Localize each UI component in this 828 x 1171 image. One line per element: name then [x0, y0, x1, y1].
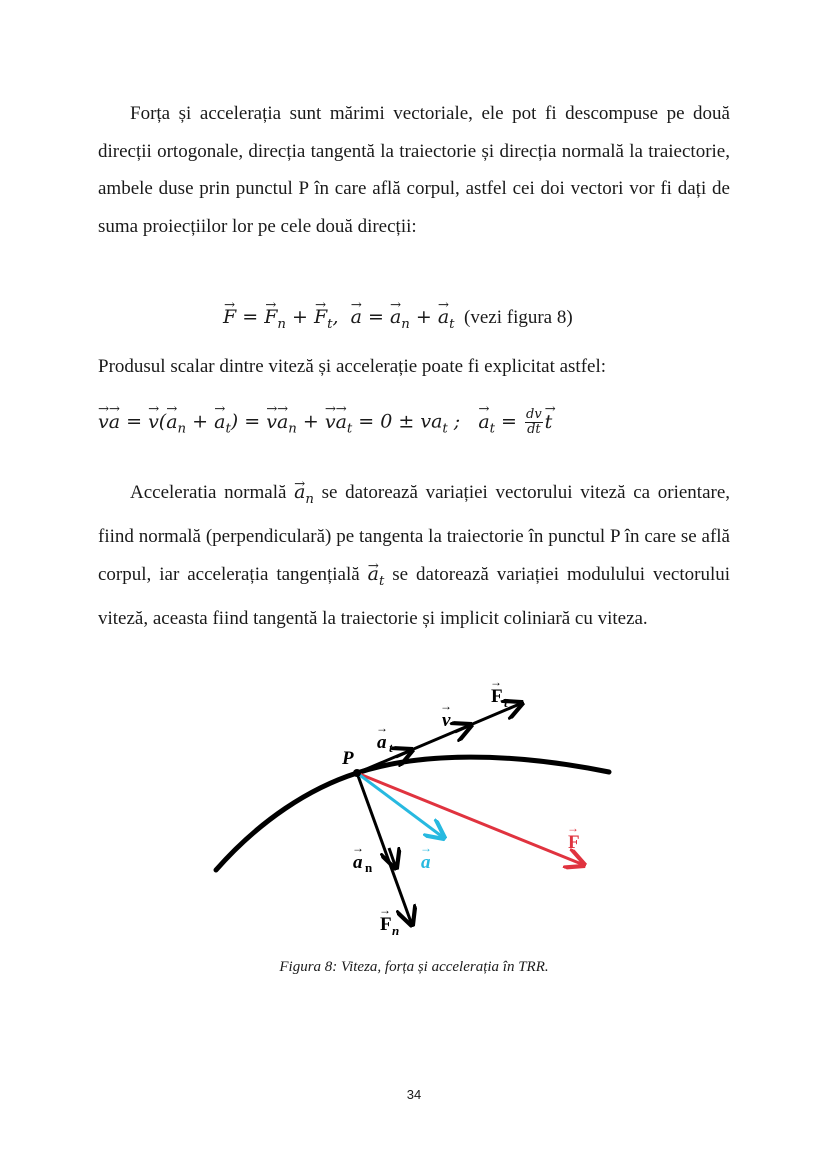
tangential-acceleration-arrow — [396, 750, 412, 757]
velocity-arrow — [455, 725, 471, 732]
arrow-over-a-n: → — [352, 841, 364, 855]
equation-figure-reference: (vezi figura 8) — [464, 307, 573, 328]
arrow-over-a-t: → — [376, 721, 388, 735]
figure-velocity-force-acceleration — [200, 670, 630, 950]
equation-decomposition: → F = → $F_n$ + → $F_t$, → a = → $a_n$ + → $a_t$ (vezi figura 8) — [223, 306, 573, 332]
arrow-over-a: → — [420, 841, 432, 855]
equation-scalar-product: → v→ a = → $v(\to a_n$ + → $a_t$) = → $v\to a_n$ + → $v\to a_t = 0 \pm va_t$ ; → $a_t$ = $\frac{dv}{dt}$ → t — [98, 408, 552, 437]
symbol-a-t: → $a_t$ — [368, 563, 385, 585]
label-a-t-subscript: t — [389, 740, 393, 755]
label-v: v — [442, 710, 451, 731]
paragraph-2-part-3: se datorează variației modulului vectorului viteză, aceasta fiind tangentă la traiectorie și implicit coliniară cu viteza. — [98, 563, 731, 630]
label-a-t: a — [377, 732, 387, 753]
paragraph-2-part-2: se datorează variației vectorului viteză ca orientare, fiind normală (perpendiculară) pe tangenta la traiectorie în punctul P în care se află corpul, iar accelerația tangențială — [98, 482, 731, 585]
label-a-n-subscript: n — [365, 860, 373, 875]
label-F: F — [568, 832, 580, 853]
paragraph-2-part-1: Acceleratia normală — [130, 482, 287, 503]
paragraph-1-text: Forța și accelerația sunt mărimi vectoriale, ele pot fi descompuse pe două direcții ortogonale, direcția tangentă la traiectorie și direcția normală la traiectorie, ambele duse prin punctul P în care află corpul, astfel cei doi vectori vor fi dați de suma proiecțiilor lor pe cele două direcții: — [98, 103, 730, 237]
arrow-over-v: → — [440, 699, 452, 713]
label-F-t-subscript: t — [504, 695, 508, 710]
symbol-a-n: → $a_n$ — [294, 481, 314, 503]
label-a-n: a — [353, 852, 363, 873]
paragraph-normal-tangential — [98, 474, 730, 638]
label-F-n: F — [380, 914, 392, 935]
label-F-t: F — [491, 686, 503, 707]
arrow-over-F-n: → — [379, 903, 391, 917]
fraction-dv-dt: $\frac{dv}{dt}$ — [526, 407, 542, 437]
label-point-p: P — [342, 748, 354, 769]
page-number: 34 — [406, 1087, 422, 1102]
point-p-dot — [353, 769, 361, 777]
scalar-product-intro: Produsul scalar dintre viteză și accelerație poate fi explicitat astfel: — [98, 356, 607, 377]
label-F-n-subscript: n — [392, 923, 400, 938]
label-a: a — [421, 852, 431, 873]
arrow-over-F-t: → — [490, 675, 502, 689]
figure-caption: Figura 8: Viteza, forța și accelerația în TRR. — [279, 959, 549, 975]
paragraph-force-acceleration — [98, 95, 730, 245]
arrow-over-F: → — [567, 821, 579, 835]
